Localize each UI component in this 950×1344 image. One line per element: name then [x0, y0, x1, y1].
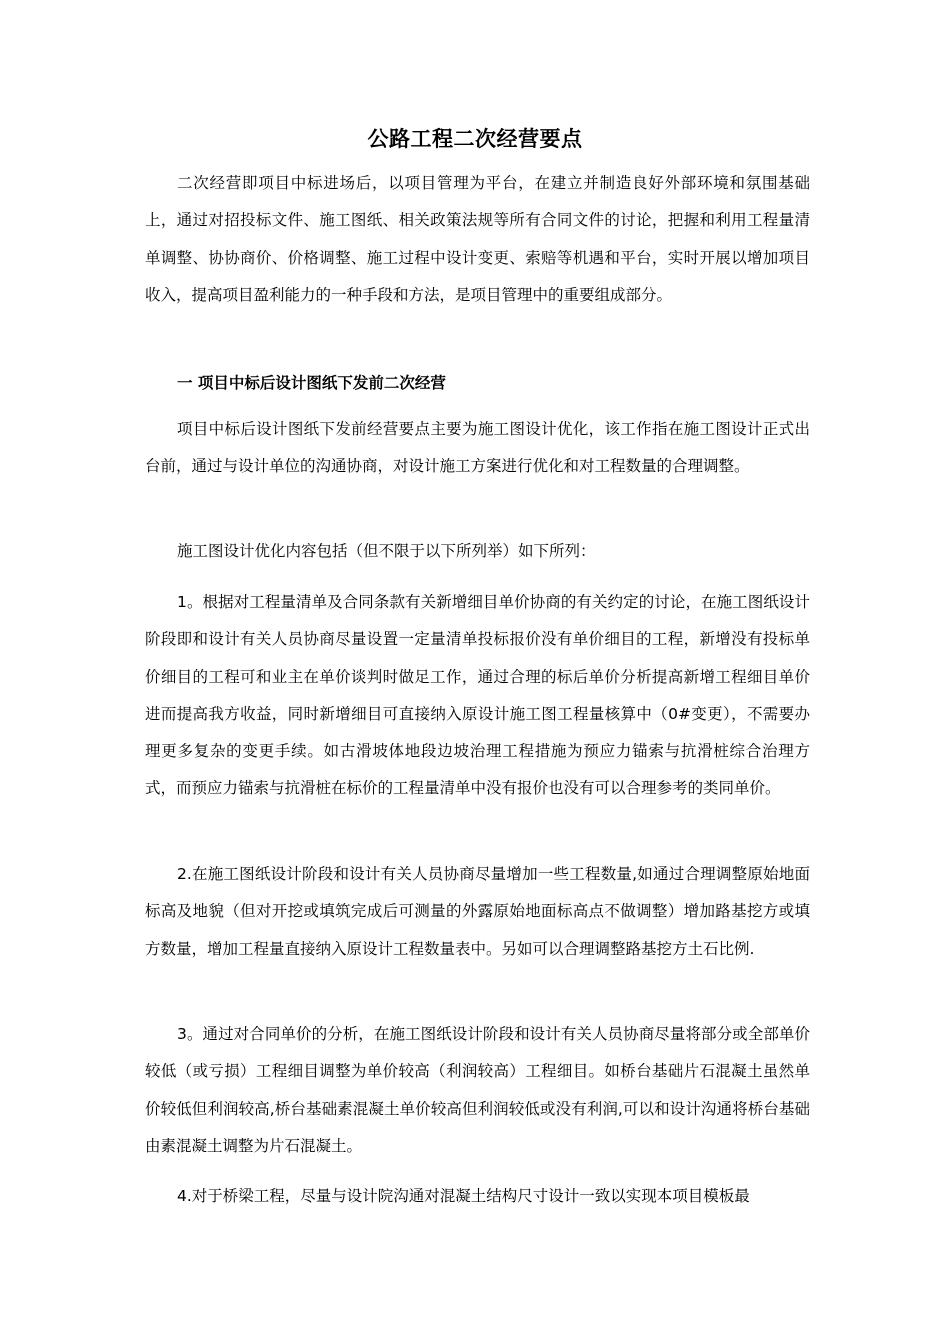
- section-heading: 一 项目中标后设计图纸下发前二次经营: [177, 374, 446, 392]
- list-item: 2.在施工图纸设计阶段和设计有关人员协商尽量增加一些工程数量,如通过合理调整原始地面标高及地貌（但对开挖或填筑完成后可测量的外露原始地面标高点不做调整）增加路基挖方或填方数量，增加工程量直接纳入原设计工程数量表中。另如可以合理调整路基挖方土石比例.: [145, 865, 810, 958]
- list-item: 3。通过对合同单价的分析，在施工图纸设计阶段和设计有关人员协商尽量将部分或全部单价较低（或亏损）工程细目调整为单价较高（利润较高）工程细目。如桥台基础片石混凝土虽然单价较低但利润较高,桥台基础素混凝土单价较高但利润较低或没有利润,可以和设计沟通将桥台基础由素混凝土调整为片石混凝土。: [145, 1025, 810, 1155]
- list-item: 4.对于桥梁工程，尽量与设计院沟通对混凝土结构尺寸设计一致以实现本项目模板最: [177, 1187, 750, 1205]
- section-paragraph: 项目中标后设计图纸下发前经营要点主要为施工图设计优化，该工作指在施工图设计正式出台前，通过与设计单位的沟通协商，对设计施工方案进行优化和对工程数量的合理调整。: [145, 420, 810, 476]
- list-item: 1。根据对工程量清单及合同条款有关新增细目单价协商的有关约定的讨论，在施工图纸设计阶段即和设计有关人员协商尽量设置一定量清单投标报价没有单价细目的工程，新增没有投标单价细目的工程可和业主在单价谈判时做足工作，通过合理的标后单价分析提高新增工程细目单价进而提高我方收益，同时新增细目可直接纳入原设计施工图工程量核算中（0#变更），不需要办理更多复杂的变更手续。如古滑坡体地段边坡治理工程措施为预应力锚索与抗滑桩综合治理方式，而预应力锚索与抗滑桩在标价的工程量清单中没有报价也没有可以合理参考的类同单价。: [145, 593, 810, 798]
- section-paragraph: 施工图设计优化内容包括（但不限于以下所列举）如下所列：: [177, 542, 596, 560]
- page-title: 公路工程二次经营要点: [367, 127, 583, 151]
- intro-paragraph: 二次经营即项目中标进场后，以项目管理为平台，在建立并制造良好外部环境和氛围基础上，通过对招投标文件、施工图纸、相关政策法规等所有合同文件的讨论，把握和利用工程量清单调整、协协商价、价格调整、施工过程中设计变更、索赔等机遇和平台，实时开展以增加项目收入，提高项目盈利能力的一种手段和方法，是项目管理中的重要组成部分。: [145, 174, 810, 304]
